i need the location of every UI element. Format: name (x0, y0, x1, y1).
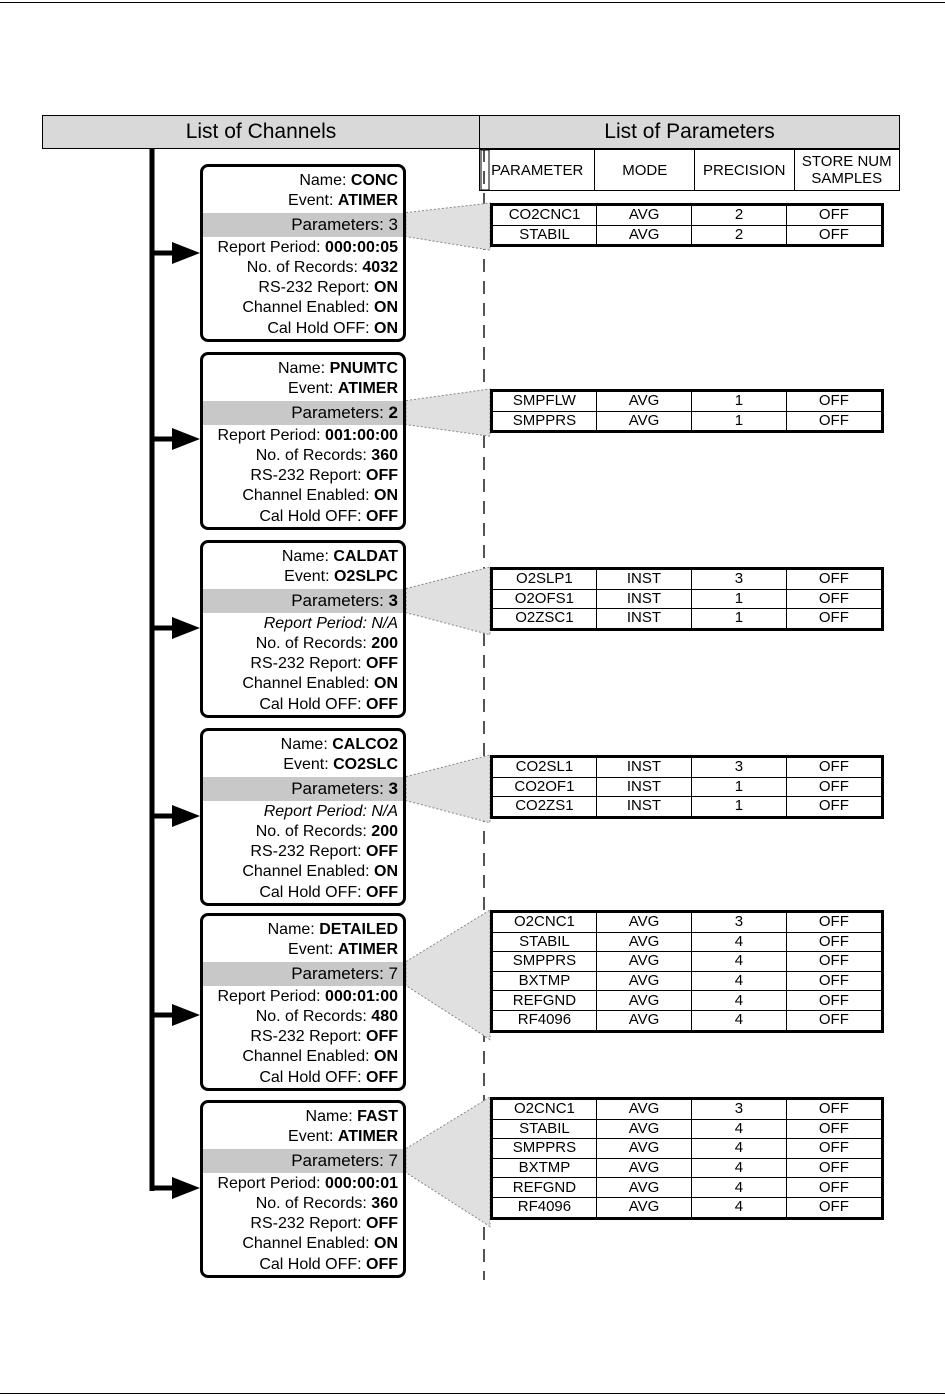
table-row (492, 971, 883, 991)
table-cell: OFF (786, 589, 882, 609)
table-cell: INST (596, 777, 691, 797)
channel-name-label: Name: (281, 548, 334, 565)
channel-calhold-value: OFF (366, 507, 398, 525)
table-cell: AVG (596, 1158, 691, 1178)
channel-records-value: 360 (371, 446, 398, 464)
table-cell: AVG (596, 391, 691, 412)
channel-event-label: Event: (288, 380, 338, 398)
table-cell: OFF (786, 1197, 882, 1218)
table-row (492, 1158, 883, 1178)
table-cell: RF4096 (492, 1010, 597, 1031)
channel-calhold-value: OFF (366, 1068, 398, 1086)
channel-enabled-label: Channel Enabled: (242, 863, 374, 881)
parameter-table-calco2 (490, 755, 884, 819)
channel-records-line (203, 446, 398, 466)
channel-rs232-label: RS-232 Report: (250, 1215, 366, 1233)
table-cell: OFF (786, 777, 882, 797)
channel-rs232-value: OFF (366, 655, 398, 673)
channel-rs232-line (203, 278, 398, 298)
channel-name-line (203, 1107, 398, 1127)
channel-event-label: Event: (288, 192, 338, 210)
channel-records-label: No. of Records: (255, 446, 372, 464)
table-cell: O2ZSC1 (492, 609, 597, 630)
table-cell: OFF (786, 569, 882, 590)
channel-report-period-label: Report Period: (217, 426, 326, 444)
callout-wedge (406, 910, 490, 1040)
table-cell: AVG (596, 1099, 691, 1120)
channel-rs232-line (203, 1027, 398, 1047)
channel-parameters-line (203, 1149, 403, 1173)
table-cell: INST (596, 609, 691, 630)
channel-calhold-line (203, 507, 398, 527)
table-cell: OFF (786, 1178, 882, 1198)
table-cell: AVG (596, 912, 691, 933)
table-cell: 3 (692, 1099, 787, 1120)
channel-report-period-label: Report Period: (263, 614, 372, 632)
channel-rs232-value: OFF (366, 843, 398, 861)
channel-rs232-line (203, 654, 398, 674)
channel-parameters-line (203, 962, 403, 986)
arrow-head (172, 617, 200, 639)
table-row (492, 757, 883, 778)
channel-name-line (203, 920, 398, 940)
channel-records-label: No. of Records: (255, 1194, 372, 1212)
channel-parameters-label: Parameters: (291, 590, 389, 610)
table-row (492, 205, 883, 226)
channel-event-line (203, 379, 398, 399)
channel-name-value: FAST (357, 1108, 398, 1125)
channel-parameters-line (203, 589, 403, 613)
channel-card-conc (200, 164, 406, 342)
channel-enabled-value: ON (374, 863, 398, 881)
table-cell: STABIL (492, 932, 597, 952)
channel-calhold-line (203, 1068, 398, 1088)
channel-parameters-value: 3 (388, 214, 398, 234)
table-cell: 2 (692, 205, 787, 226)
table-cell: SMPPRS (492, 952, 597, 972)
channel-report-period-value: N/A (371, 802, 398, 820)
channel-name-label: Name: (280, 736, 333, 753)
channel-enabled-label: Channel Enabled: (242, 299, 374, 317)
table-row (492, 411, 883, 432)
table-cell: SMPPRS (492, 1139, 597, 1159)
channel-event-line (203, 755, 398, 775)
channel-report-period-label: Report Period: (263, 802, 372, 820)
channel-report-period-line (203, 238, 398, 258)
channel-parameters-line (203, 213, 403, 237)
channel-calhold-label: Cal Hold OFF: (259, 507, 366, 525)
channel-records-value: 4032 (362, 258, 398, 276)
channel-records-label: No. of Records: (246, 258, 363, 276)
table-cell: STABIL (492, 1119, 597, 1139)
table-cell: CO2ZS1 (492, 797, 597, 818)
table-cell: 3 (692, 569, 787, 590)
table-cell: OFF (786, 205, 882, 226)
channel-calhold-value: ON (374, 319, 398, 337)
table-cell: 4 (692, 1139, 787, 1159)
table-cell: AVG (596, 1010, 691, 1031)
table-cell: OFF (786, 1099, 882, 1120)
col-mode: MODE (595, 150, 695, 190)
table-cell: AVG (596, 1119, 691, 1139)
channel-report-period-value: 000:01:00 (325, 987, 398, 1005)
channel-report-period-line (203, 614, 398, 634)
table-cell: O2CNC1 (492, 1099, 597, 1120)
channel-rs232-line (203, 466, 398, 486)
channel-event-label: Event: (284, 568, 334, 586)
channel-calhold-label: Cal Hold OFF: (259, 883, 366, 901)
channel-parameters-value: 7 (388, 963, 398, 983)
channel-report-period-line (203, 1174, 398, 1194)
table-row (492, 932, 883, 952)
table-cell: AVG (596, 952, 691, 972)
table-cell: 1 (692, 609, 787, 630)
channel-parameters-value: 7 (388, 1150, 398, 1170)
table-row (492, 797, 883, 818)
channel-event-value: ATIMER (337, 1128, 398, 1146)
col-parameter: PARAMETER (480, 150, 595, 190)
channel-calhold-line (203, 1255, 398, 1275)
table-row (492, 991, 883, 1011)
channel-report-period-value: N/A (371, 614, 398, 632)
callout-wedge (406, 755, 490, 823)
table-cell: STABIL (492, 225, 597, 246)
channel-report-period-line (203, 987, 398, 1007)
table-cell: CO2OF1 (492, 777, 597, 797)
arrow-head (172, 1004, 200, 1026)
channel-enabled-line (203, 862, 398, 882)
channel-parameters-label: Parameters: (291, 778, 389, 798)
channel-name-value: PNUMTC (329, 360, 398, 377)
table-cell: REFGND (492, 1178, 597, 1198)
channel-enabled-value: ON (374, 675, 398, 693)
channel-records-label: No. of Records: (255, 822, 372, 840)
channel-report-period-line (203, 426, 398, 446)
table-cell: AVG (596, 1178, 691, 1198)
table-cell: 1 (692, 777, 787, 797)
channel-parameters-label: Parameters: (291, 1150, 389, 1170)
callout-wedge (406, 1097, 490, 1227)
table-cell: CO2SL1 (492, 757, 597, 778)
channel-card-caldat (200, 540, 406, 718)
table-row (492, 589, 883, 609)
table-cell: BXTMP (492, 1158, 597, 1178)
table-cell: OFF (786, 391, 882, 412)
channels-header: List of Channels (42, 115, 480, 149)
table-row (492, 1099, 883, 1120)
table-cell: OFF (786, 1139, 882, 1159)
table-row (492, 391, 883, 412)
channel-records-value: 200 (371, 822, 398, 840)
table-row (492, 609, 883, 630)
callout-wedge (406, 389, 490, 436)
channel-name-label: Name: (299, 172, 351, 189)
table-cell: SMPPRS (492, 411, 597, 432)
arrow-head (172, 242, 200, 264)
table-cell: OFF (786, 797, 882, 818)
table-cell: AVG (596, 411, 691, 432)
channel-records-value: 480 (371, 1007, 398, 1025)
table-cell: INST (596, 569, 691, 590)
channel-report-period-label: Report Period: (217, 987, 326, 1005)
channel-card-fast (200, 1100, 406, 1278)
channel-enabled-line (203, 1047, 398, 1067)
channel-calhold-value: OFF (366, 1255, 398, 1273)
channel-name-line (203, 547, 398, 567)
channel-report-period-line (203, 802, 398, 822)
table-cell: 4 (692, 991, 787, 1011)
channel-report-period-label: Report Period: (217, 238, 326, 256)
table-cell: AVG (597, 225, 692, 246)
table-row (492, 1119, 883, 1139)
table-cell: 2 (692, 225, 787, 246)
table-row (492, 1178, 883, 1198)
channel-report-period-value: 001:00:00 (325, 426, 398, 444)
arrow-head (172, 428, 200, 450)
channel-calhold-line (203, 883, 398, 903)
parameter-table-caldat (490, 567, 884, 631)
channel-rs232-label: RS-232 Report: (250, 655, 366, 673)
channel-records-line (203, 1194, 398, 1214)
table-cell: OFF (786, 912, 882, 933)
channel-name-line (203, 171, 398, 191)
channel-calhold-value: OFF (366, 695, 398, 713)
channel-card-pnumtc (200, 352, 406, 530)
table-cell: INST (596, 757, 691, 778)
channel-parameters-label: Parameters: (291, 214, 389, 234)
table-cell: 4 (692, 1010, 787, 1031)
channel-records-label: No. of Records: (255, 634, 372, 652)
channel-name-label: Name: (277, 360, 330, 377)
channel-report-period-value: 000:00:01 (325, 1174, 398, 1192)
channel-calhold-line (203, 319, 398, 339)
channel-records-label: No. of Records: (255, 1007, 372, 1025)
table-cell: OFF (786, 1010, 882, 1031)
channel-calhold-value: OFF (366, 883, 398, 901)
callout-wedge (406, 567, 490, 635)
channel-event-value: ATIMER (337, 941, 398, 959)
channel-report-period-value: 000:00:05 (325, 238, 398, 256)
channel-parameters-value: 3 (388, 778, 398, 798)
table-cell: OFF (786, 225, 882, 246)
channel-calhold-label: Cal Hold OFF: (259, 1255, 366, 1273)
table-row (492, 777, 883, 797)
table-cell: AVG (596, 991, 691, 1011)
table-cell: 1 (692, 589, 787, 609)
channel-event-label: Event: (288, 941, 338, 959)
table-cell: 4 (692, 932, 787, 952)
table-cell: OFF (786, 971, 882, 991)
channel-records-line (203, 258, 398, 278)
channel-records-line (203, 822, 398, 842)
channel-report-period-label: Report Period: (217, 1174, 326, 1192)
channel-name-value: DETAILED (319, 921, 398, 938)
table-cell: AVG (596, 932, 691, 952)
table-cell: 4 (692, 1158, 787, 1178)
channel-card-calco2 (200, 728, 406, 906)
channel-enabled-label: Channel Enabled: (242, 487, 374, 505)
parameters-header: List of Parameters (479, 115, 900, 149)
channel-rs232-line (203, 1214, 398, 1234)
channel-parameters-value: 2 (388, 402, 398, 422)
channel-enabled-value: ON (374, 1235, 398, 1253)
channel-name-value: CONC (350, 172, 398, 189)
table-cell: 4 (692, 1119, 787, 1139)
parameter-table-conc (490, 203, 884, 247)
channel-enabled-label: Channel Enabled: (242, 1235, 374, 1253)
table-cell: AVG (596, 1197, 691, 1218)
table-cell: 4 (692, 1178, 787, 1198)
channel-rs232-label: RS-232 Report: (250, 1028, 366, 1046)
channel-enabled-value: ON (374, 487, 398, 505)
channel-name-value: CALDAT (333, 548, 398, 565)
table-cell: OFF (786, 609, 882, 630)
channel-rs232-value: ON (374, 279, 398, 297)
parameter-table-detailed (490, 910, 884, 1033)
channel-event-line (203, 191, 398, 211)
channel-enabled-line (203, 486, 398, 506)
channel-enabled-value: ON (374, 299, 398, 317)
table-cell: REFGND (492, 991, 597, 1011)
channel-event-label: Event: (288, 1128, 338, 1146)
table-cell: 4 (692, 1197, 787, 1218)
channel-event-line (203, 567, 398, 587)
table-cell: BXTMP (492, 971, 597, 991)
table-cell: RF4096 (492, 1197, 597, 1218)
channel-calhold-line (203, 695, 398, 715)
col-store-num-samples: STORE NUM SAMPLES (801, 153, 892, 187)
table-cell: OFF (786, 411, 882, 432)
channel-event-value: ATIMER (337, 192, 398, 210)
channel-rs232-value: OFF (366, 1215, 398, 1233)
table-cell: 3 (692, 912, 787, 933)
table-cell: SMPFLW (492, 391, 597, 412)
table-cell: 1 (692, 797, 787, 818)
channel-rs232-label: RS-232 Report: (250, 843, 366, 861)
table-cell: CO2CNC1 (492, 205, 597, 226)
table-cell: OFF (786, 1158, 882, 1178)
table-cell: O2CNC1 (492, 912, 597, 933)
table-cell: 3 (692, 757, 787, 778)
channel-name-line (203, 735, 398, 755)
channel-records-line (203, 634, 398, 654)
channel-enabled-line (203, 1234, 398, 1254)
channel-rs232-label: RS-232 Report: (258, 279, 374, 297)
channel-card-detailed (200, 913, 406, 1091)
table-row (492, 912, 883, 933)
table-cell: OFF (786, 757, 882, 778)
channel-rs232-label: RS-232 Report: (250, 467, 366, 485)
channel-parameters-line (203, 777, 403, 801)
table-cell: INST (596, 797, 691, 818)
arrow-head (172, 1177, 200, 1199)
channel-calhold-label: Cal Hold OFF: (259, 1068, 366, 1086)
parameter-table-pnumtc (490, 389, 884, 433)
channel-name-line (203, 359, 398, 379)
table-cell: 1 (692, 411, 787, 432)
table-cell: AVG (596, 1139, 691, 1159)
table-row (492, 952, 883, 972)
channel-parameters-value: 3 (388, 590, 398, 610)
channel-records-line (203, 1007, 398, 1027)
table-row (492, 569, 883, 590)
table-cell: AVG (597, 205, 692, 226)
channel-calhold-label: Cal Hold OFF: (267, 319, 374, 337)
table-cell: OFF (786, 991, 882, 1011)
table-cell: 4 (692, 971, 787, 991)
channel-records-value: 360 (371, 1194, 398, 1212)
table-cell: AVG (596, 971, 691, 991)
channel-name-value: CALCO2 (332, 736, 398, 753)
channel-parameters-label: Parameters: (291, 963, 389, 983)
table-cell: OFF (786, 1119, 882, 1139)
channel-parameters-label: Parameters: (291, 402, 389, 422)
table-row (492, 1139, 883, 1159)
channel-calhold-label: Cal Hold OFF: (259, 695, 366, 713)
table-row (492, 1010, 883, 1031)
channel-name-label: Name: (305, 1108, 358, 1125)
channel-enabled-line (203, 674, 398, 694)
table-cell: 4 (692, 952, 787, 972)
table-cell: O2OFS1 (492, 589, 597, 609)
table-row (492, 225, 883, 246)
channel-event-value: CO2SLC (333, 756, 398, 774)
parameter-table-fast (490, 1097, 884, 1220)
channel-enabled-label: Channel Enabled: (242, 675, 374, 693)
channel-event-line (203, 940, 398, 960)
channel-parameters-line (203, 401, 403, 425)
channel-rs232-value: OFF (366, 1028, 398, 1046)
channel-records-value: 200 (371, 634, 398, 652)
table-cell: 1 (692, 391, 787, 412)
table-cell: INST (596, 589, 691, 609)
channel-enabled-line (203, 298, 398, 318)
channel-name-label: Name: (267, 921, 320, 938)
channel-event-line (203, 1127, 398, 1147)
channel-event-value: ATIMER (337, 380, 398, 398)
channel-rs232-value: OFF (366, 467, 398, 485)
table-cell: OFF (786, 932, 882, 952)
table-row (492, 1197, 883, 1218)
table-cell: O2SLP1 (492, 569, 597, 590)
col-precision: PRECISION (695, 150, 795, 190)
channel-event-value: O2SLPC (333, 568, 398, 586)
channel-enabled-value: ON (374, 1048, 398, 1066)
callout-wedge (406, 203, 490, 250)
channel-rs232-line (203, 842, 398, 862)
channel-enabled-label: Channel Enabled: (242, 1048, 374, 1066)
arrow-head (172, 805, 200, 827)
channel-event-label: Event: (283, 756, 334, 774)
table-cell: OFF (786, 952, 882, 972)
